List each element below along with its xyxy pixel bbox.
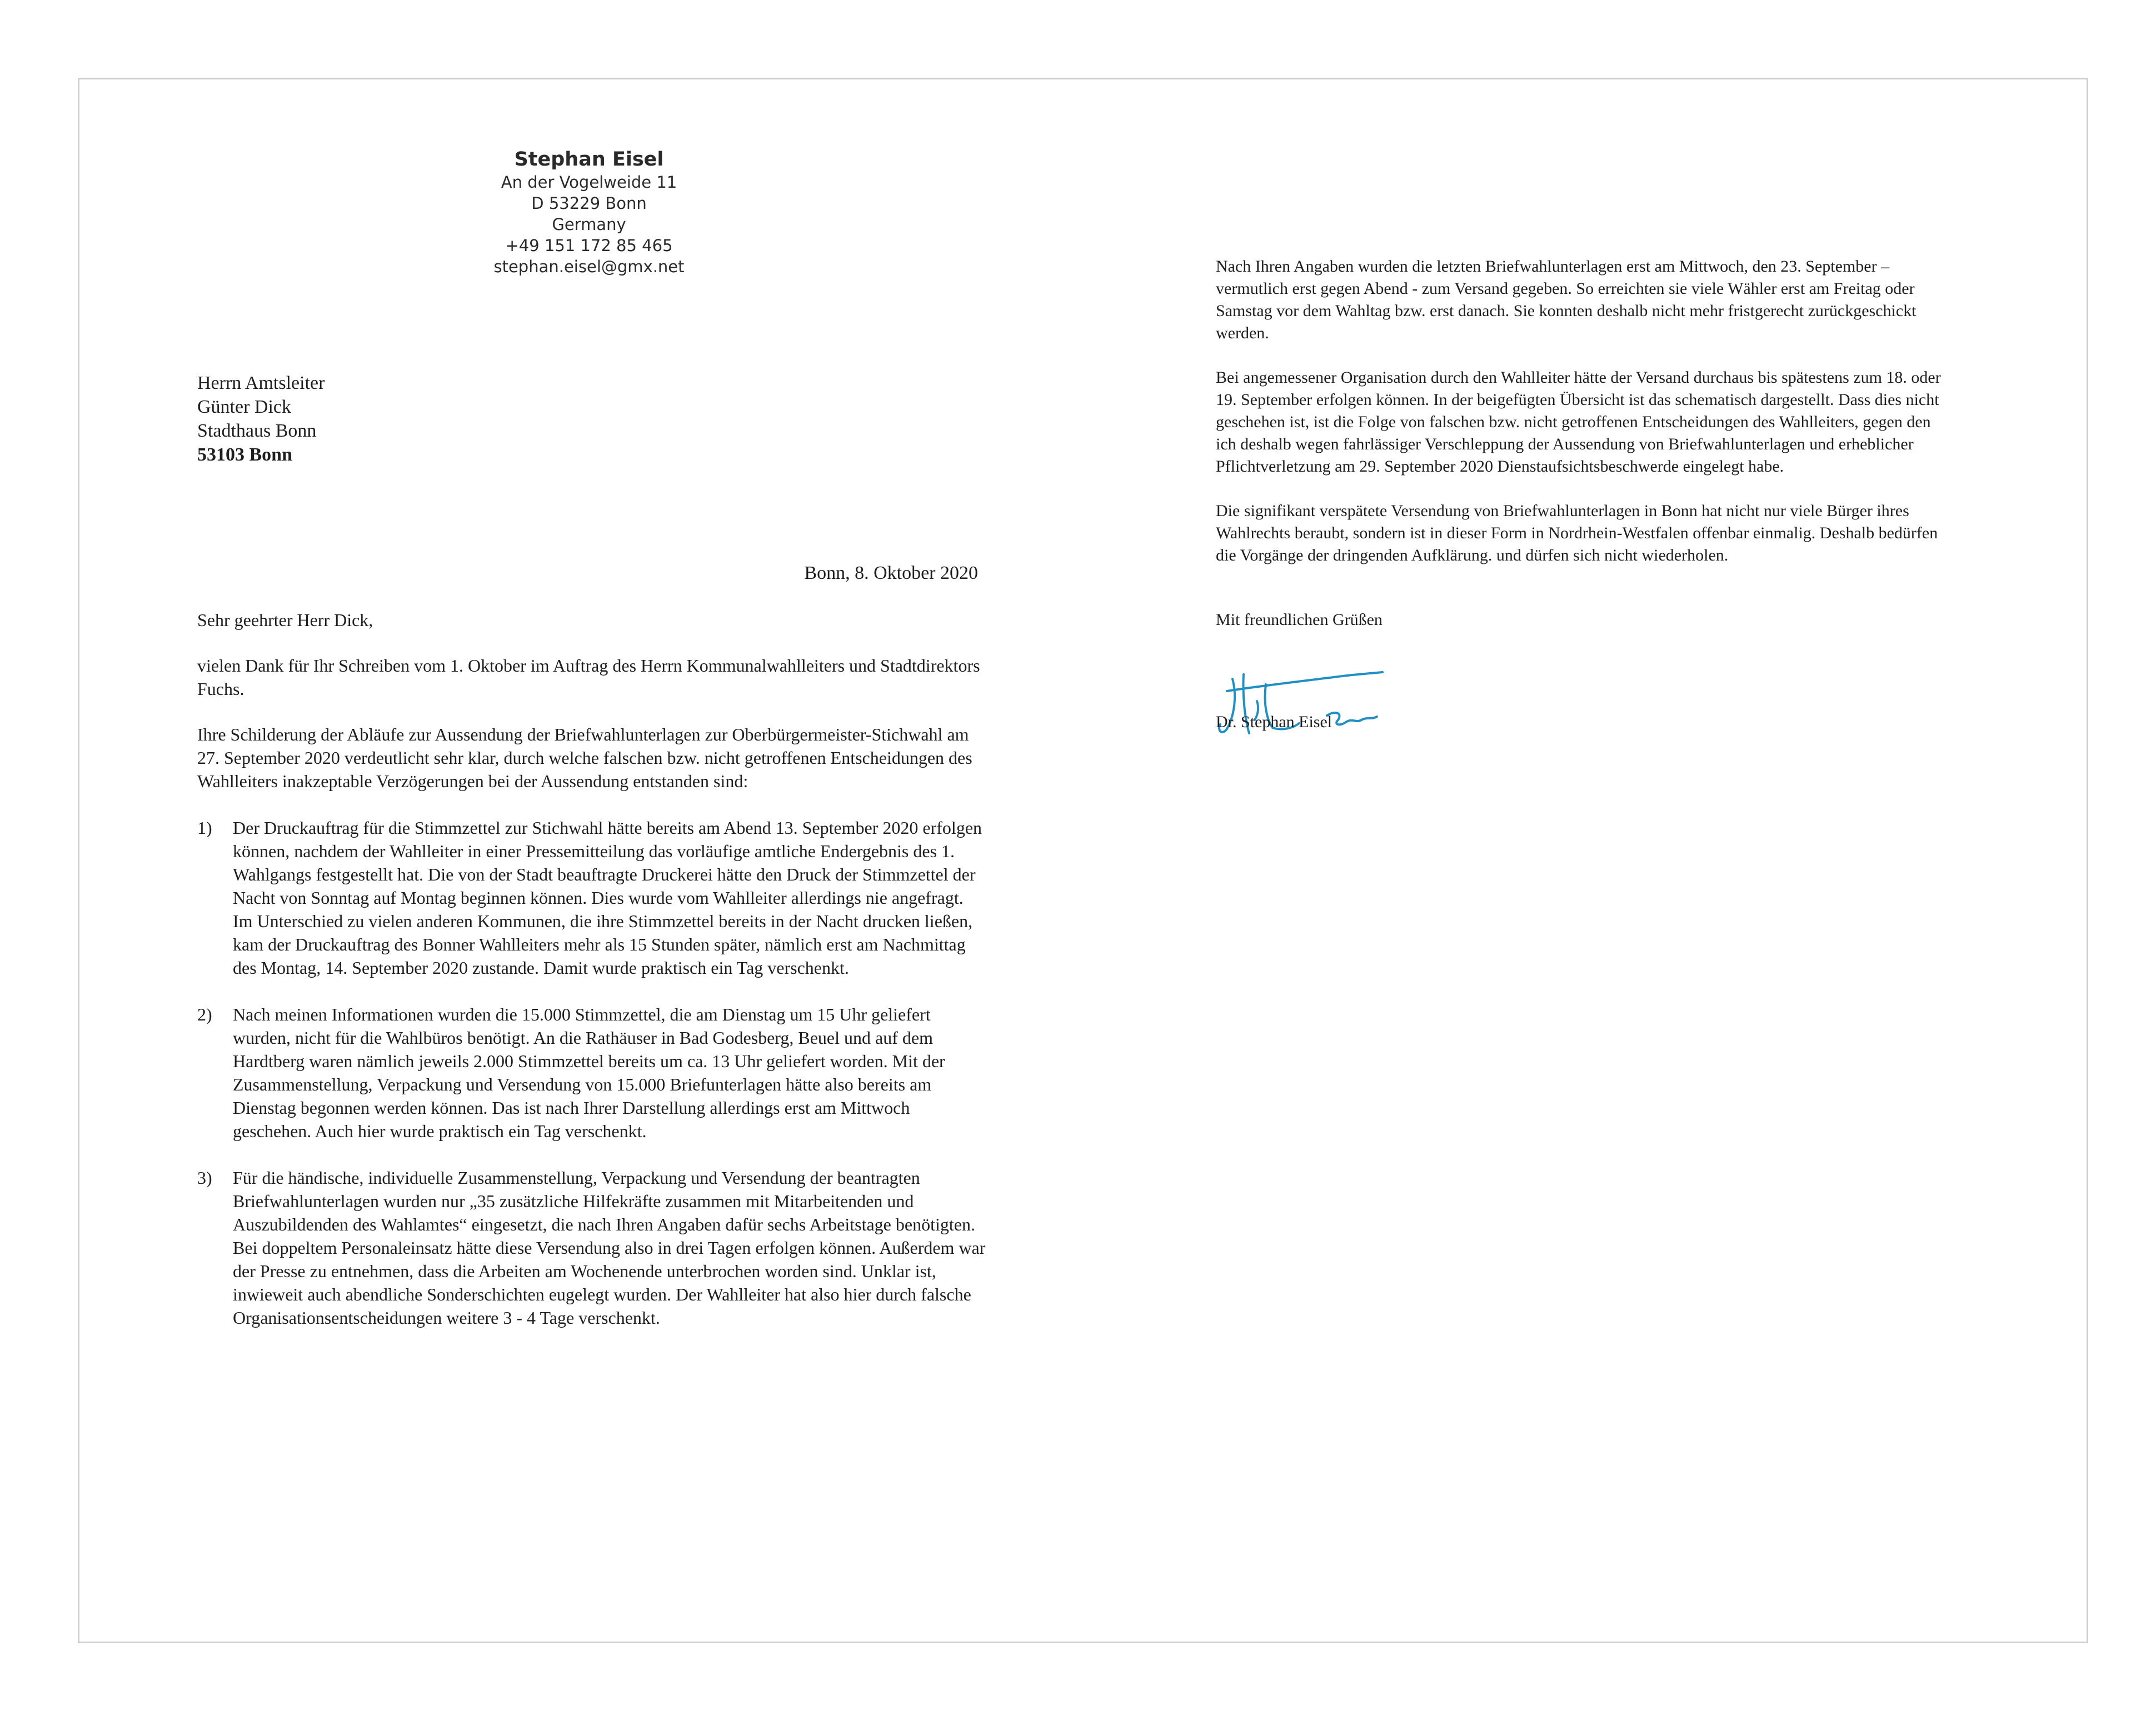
- paragraph-conclusion: Die signifikant verspätete Versendung von Briefwahlunterlagen in Bonn hat nicht nur viele Bürger ihres Wahlrechts beraubt, sondern ist in dieser Form in Nordrhein-Westfalen offenbar einmalig. Deshalb bedürfen die Vorgänge der dringenden Aufklärung. und dürfen sich nicht wiederholen.: [1216, 502, 1938, 564]
- sender-city: D 53229 Bonn: [531, 194, 647, 213]
- sender-street: An der Vogelweide 11: [501, 173, 677, 192]
- list-number: 3): [197, 1168, 212, 1188]
- paragraph-dispatch: Nach Ihren Angaben wurden die letzten Briefwahlunterlagen erst am Mittwoch, den 23. September – vermutlich erst gegen Abend - zum Versand gegeben. So erreichten sie viele Wähler erst am Freitag oder Samstag vor dem Wahltag bzw. erst danach. Sie konnten deshalb nicht mehr fristgerecht zurückgeschickt werden.: [1216, 257, 1917, 342]
- letter-body-left: [197, 608, 986, 1329]
- recipient-building: Stadthaus Bonn: [197, 421, 317, 441]
- paragraph-intro: Ihre Schilderung der Abläufe zur Aussendung der Briefwahlunterlagen zur Oberbürgermeister-Stichwahl am 27. September 2020 verdeutlicht sehr klar, durch welche falschen bzw. nicht getroffenen Entscheidungen des Wahlleiters inakzeptable Verzögerungen bei der Aussendung entstanden sind:: [197, 724, 972, 791]
- closing-greeting: Mit freundlichen Grüßen: [1216, 611, 1383, 629]
- sender-country: Germany: [552, 215, 626, 234]
- recipient-title: Herrn Amtsleiter: [197, 373, 325, 393]
- signature-block: [1216, 662, 1949, 740]
- list-item: [197, 816, 986, 979]
- recipient-address: [197, 371, 325, 467]
- recipient-name: Günter Dick: [197, 397, 292, 417]
- paragraph-thanks: vielen Dank für Ihr Schreiben vom 1. Oktober im Auftrag des Herrn Kommunalwahlleiters und Stadtdirektors Fuchs.: [197, 656, 980, 699]
- list-item: [197, 1166, 986, 1329]
- paragraph-organisation: Bei angemessener Organisation durch den Wahlleiter hätte der Versand durchaus bis spätestens zum 18. oder 19. September erfolgen können. In der beigefügten Übersicht ist das schematisch dargestellt. Dass dies nicht geschehen ist, ist die Folge von falschen bzw. nicht getroffenen Entscheidungen des Wahlleiters, gegen den ich deshalb wegen fahrlässiger Verschleppung der Aussendung von Briefwahlunterlagen und erheblicher Pflichtverletzung am 29. September 2020 Dienstaufsichtsbeschwerde eingelegt habe.: [1216, 368, 1941, 476]
- recipient-city: 53103 Bonn: [197, 444, 292, 465]
- sender-phone: +49 151 172 85 465: [505, 236, 673, 255]
- list-text: Nach meinen Informationen wurden die 15.000 Stimmzettel, die am Dienstag um 15 Uhr geliefert wurden, nicht für die Wahlbüros benötigt. An die Rathäuser in Bad Godesberg, Beuel und auf dem Hardtberg waren nämlich jeweils 2.000 Stimmzettel bereits um ca. 13 Uhr geliefert worden. Mit der Zusammenstellung, Verpackung und Versendung von 15.000 Briefunterlagen hätte also bereits am Dienstag begonnen werden können. Das ist nach Ihrer Darstellung allerdings erst am Mittwoch geschehen. Auch hier wurde praktisch ein Tag verschenkt.: [233, 1004, 945, 1141]
- letter-date: Bonn, 8. Oktober 2020: [804, 563, 978, 583]
- list-number: 1): [197, 818, 212, 838]
- salutation: Sehr geehrter Herr Dick,: [197, 610, 373, 630]
- list-text: Der Druckauftrag für die Stimmzettel zur Stichwahl hätte bereits am Abend 13. September 2020 erfolgen können, nachdem der Wahlleiter in einer Pressemitteilung das vorläufige amtliche Endergebnis des 1. Wahlgangs festgestellt hat. Die von der Stadt beauftragte Druckerei hätte den Druck der Stimmzettel der Nacht von Sonntag auf Montag beginnen können. Dies wurde vom Wahlleiter allerdings nie angefragt. Im Unterschied zu vielen anderen Kommunen, die ihre Stimmzettel bereits in der Nacht drucken ließen, kam der Druckauftrag des Bonner Wahlleiters mehr als 15 Stunden später, nämlich erst am Nachmittag des Montag, 14. September 2020 zustande. Damit wurde praktisch ein Tag verschenkt.: [233, 818, 982, 978]
- list-number: 2): [197, 1004, 212, 1024]
- sender-email: stephan.eisel@gmx.net: [493, 257, 685, 276]
- letter-body-right: [1216, 256, 1949, 740]
- sender-name: Stephan Eisel: [514, 148, 664, 171]
- letterhead: [422, 147, 756, 277]
- list-text: Für die händische, individuelle Zusammenstellung, Verpackung und Versendung der beantragten Briefwahlunterlagen wurden nur „35 zusätzliche Hilfekräfte zusammen mit Mitarbeitenden und Auszubildenden des Wahlamtes“ eingesetzt, die nach Ihren Angaben dafür sechs Arbeitstage benötigten. Bei doppeltem Personaleinsatz hätte diese Versendung also in drei Tagen erfolgen können. Außerdem war der Presse zu entnehmen, dass die Arbeiten am Wochenende unterbrochen worden sind. Unklar ist, inwieweit auch abendliche Sonderschichten eugelegt wurden. Der Wahlleiter hat also hier durch falsche Organisationsentscheidungen weitere 3 - 4 Tage verschenkt.: [233, 1168, 986, 1328]
- signer-name: Dr. Stephan Eisel: [1216, 713, 1332, 731]
- list-item: [197, 1003, 986, 1143]
